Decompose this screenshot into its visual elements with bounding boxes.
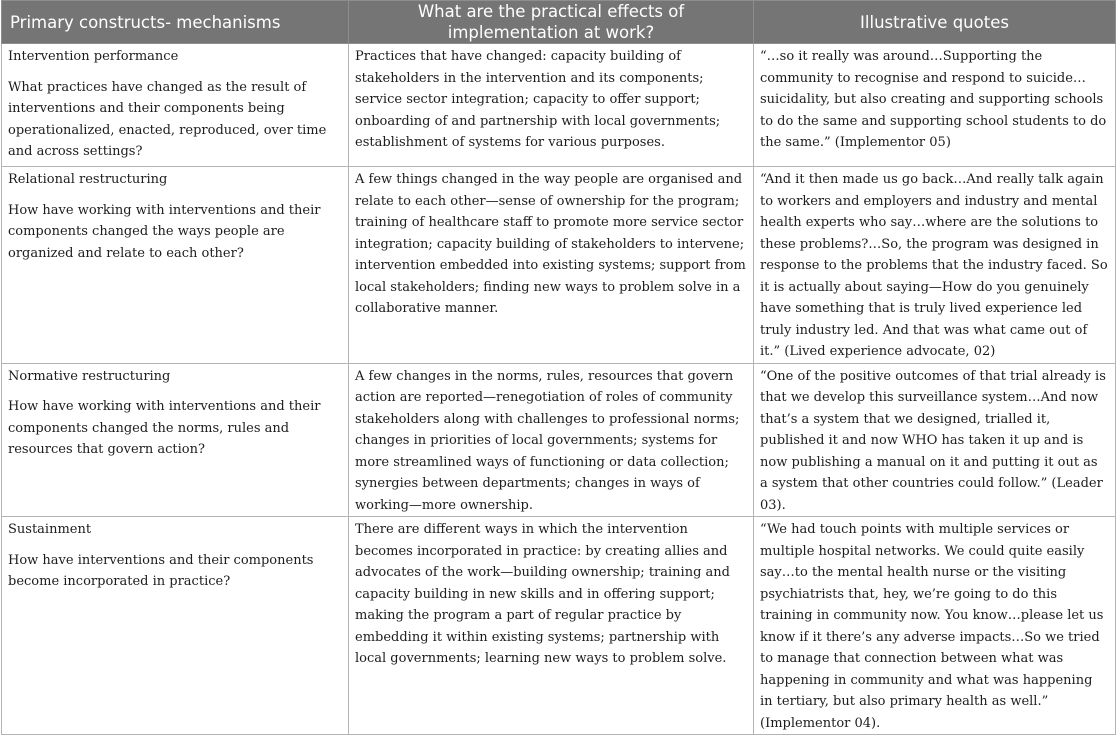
construct-cell	[2, 167, 349, 364]
construct-cell	[2, 517, 349, 735]
table-row	[2, 517, 1116, 735]
construct-name: Normative restructuring	[8, 368, 171, 384]
quote-cell: “…so it really was around…Supporting the community to recognise and respond to suicide…suicidality, but also creating and supporting schools to do the same and supporting school students to do the same.” (Implementor 05)	[754, 44, 1116, 167]
construct-question: How have working with interventions and their components changed the norms, rules and resources that govern action?	[8, 399, 321, 457]
table-row	[2, 44, 1116, 167]
construct-name: Sustainment	[8, 522, 92, 537]
effects-cell: Practices that have changed: capacity building of stakeholders in the intervention and its components; service sector integration; capacity to offer support; onboarding of and partnership with local governments; establishment of systems for various purposes.	[349, 44, 754, 167]
effects-cell: A few things changed in the way people are organised and relate to each other—sense of ownership for the program; training of healthcare staff to promote more service sector integration; capacity building of stakeholders to intervene; intervention embedded into existing systems; support from local stakeholders; finding new ways to problem solve in a collaborative manner.	[349, 167, 754, 364]
construct-question: How have working with interventions and their components changed the ways people are organized and relate to each other?	[8, 202, 321, 261]
quote-cell: “And it then made us go back…And really talk again to workers and employers and industry and mental health experts who say…where are the solutions to these problems?…So, the program was designed in response to the problems that the industry faced. So it is actually about saying—How do you genuinely have something that is truly lived experience led truly industry led. And that was what came out of it.” (Lived experience advocate, 02)	[754, 167, 1116, 364]
table-header	[2, 1, 1116, 44]
effects-cell: There are different ways in which the intervention becomes incorporated in practice: by creating allies and advocates of the work—building ownership; training and capacity building in new skills and in offering support; making the program a part of regular practice by embedding it within existing systems; partnership with local governments; learning new ways to problem solve.	[349, 517, 754, 735]
quote-cell: “We had touch points with multiple services or multiple hospital networks. We could quite easily say…to the mental health nurse or the visiting psychiatrists that, hey, we’re going to do this training in community now. You know…please let us know if it there’s any adverse impacts…So we tried to manage that connection between what was happening in community and what was happening in tertiary, but also primary health as well.” (Implementor 04).	[754, 517, 1116, 735]
table-body	[2, 44, 1116, 735]
effects-cell: A few changes in the norms, rules, resources that govern action are reported—renegotiation of roles of community stakeholders along with challenges to professional norms; changes in priorities of local governments; systems for more streamlined ways of functioning or data collection; synergies between departments; changes in ways of working—more ownership.	[349, 363, 754, 517]
quote-cell: “One of the positive outcomes of that trial already is that we develop this surveillance system…And now that’s a system that we designed, trialled it, published it and now WHO has taken it up and is now publishing a manual on it and putting it out as a system that other countries could follow.” (Leader 03).	[754, 363, 1116, 517]
table-row	[2, 363, 1116, 517]
header-illustrative-quotes: Illustrative quotes	[754, 1, 1116, 44]
header-practical-effects: What are the practical effects of implementation at work?	[349, 1, 754, 44]
construct-cell	[2, 363, 349, 517]
construct-name: Relational restructuring	[8, 172, 168, 187]
construct-cell	[2, 44, 349, 167]
header-primary-constructs: Primary constructs- mechanisms	[2, 1, 349, 44]
constructs-table	[1, 0, 1116, 735]
table-row	[2, 167, 1116, 364]
construct-question: What practices have changed as the result of interventions and their components being operationalized, enacted, reproduced, over time and across settings?	[8, 79, 327, 159]
header-row	[2, 1, 1116, 44]
construct-question: How have interventions and their components become incorporated in practice?	[8, 552, 314, 589]
construct-name: Intervention performance	[8, 49, 179, 64]
